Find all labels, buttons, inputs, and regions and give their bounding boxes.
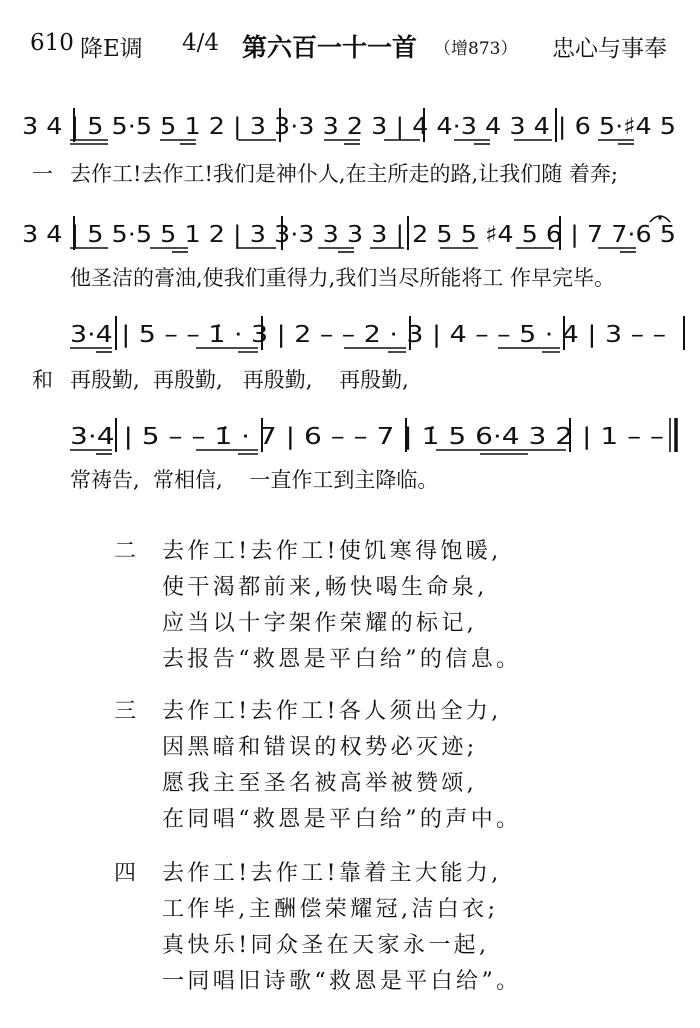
lyric-line-4 [0, 464, 700, 494]
lyric-text-2: 他圣洁的膏油,使我们重得力,我们当尽所能将工 作早完毕。 [70, 266, 616, 290]
notation-line-4 [0, 410, 700, 460]
verse-line: 去作工!去作工!各人须出全力, [162, 699, 502, 724]
verse-line: 使干渴都前来,畅快喝生命泉, [162, 575, 488, 600]
lyric-line-2 [0, 262, 700, 292]
verse-line: 在同唱“救恩是平白给”的声中。 [162, 807, 522, 832]
verse-2 [100, 534, 660, 684]
notation-line-1 [0, 100, 700, 150]
score-line-1 [0, 100, 700, 150]
notation-line-2 [0, 208, 700, 258]
time-signature: 4/4 [182, 30, 220, 56]
verse-3 [100, 694, 660, 844]
score-line-2 [0, 208, 700, 258]
key-signature: 降E调 [80, 36, 143, 62]
lyric-line-1 [0, 158, 700, 188]
hymn-header [30, 22, 690, 66]
hymn-title: 第六百一十一首 [242, 33, 418, 62]
verse-line: 一同唱旧诗歌“救恩是平白给”。 [162, 969, 522, 994]
verse-line: 工作毕,主酬偿荣耀冠,洁白衣; [162, 897, 499, 922]
score-line-3 [0, 308, 700, 358]
verse-number: 三 [114, 699, 137, 724]
verse-line: 去作工!去作工!使饥寒得饱暖, [162, 539, 502, 564]
notation-text: 3 4 | 5 5·5 5 1 2 | 3 3·3 3 3 3 | 2 5 5 ♯4 5 6 | 7 7·6 5 [22, 222, 676, 248]
notation-text: 3·4 | 5 – – 1̇ · 3 | 2 – – 2 · 3 | 4 – – 5 · 4 | 3 – – [70, 322, 666, 348]
verse-4 [100, 856, 660, 1006]
lyric-text-3: 再殷勤, 再殷勤, 再殷勤, 再殷勤, [70, 368, 409, 392]
lyric-line-3 [0, 364, 700, 394]
verse-number: 四 [114, 861, 137, 886]
hymn-number: 610 [30, 30, 74, 56]
verse-number: 二 [114, 539, 137, 564]
score-line-4 [0, 410, 700, 460]
verse-line: 去作工!去作工!靠着主大能力, [162, 861, 502, 886]
chorus-mark: 和 [32, 368, 53, 392]
verse-line: 愿我主至圣名被高举被赞颂, [162, 771, 478, 796]
notation-text: 3 4 | 5 5·5 5 1 2 | 3 3·3 3 2 3 | 4 4·3 4 3 4 | 6 5·♯4 5 [22, 114, 676, 140]
verse-line: 真快乐!同众圣在天家永一起, [162, 933, 490, 958]
lyric-text-4: 常祷告, 常相信, 一直作工到主降临。 [70, 468, 439, 492]
lyric-text-1: 去作工!去作工!我们是神仆人,在主所走的路,让我们随 着奔; [70, 162, 618, 186]
verse-line: 因黑暗和错误的权势必灭迹; [162, 735, 478, 760]
notation-line-3 [0, 308, 700, 358]
notation-text: 3·4 | 5 – – 1̇ · 7 | 6 – – 7 | 1̇ 5 6·4 3 2 | 1 – – [70, 424, 664, 450]
verse-line: 应当以十字架作荣耀的标记, [162, 611, 478, 636]
hymn-category: 忠心与事奉 [552, 36, 667, 62]
verse-number-1: 一 [32, 162, 53, 186]
supplement-number: （增873） [434, 39, 518, 59]
verse-line: 去报告“救恩是平白给”的信息。 [162, 647, 522, 672]
